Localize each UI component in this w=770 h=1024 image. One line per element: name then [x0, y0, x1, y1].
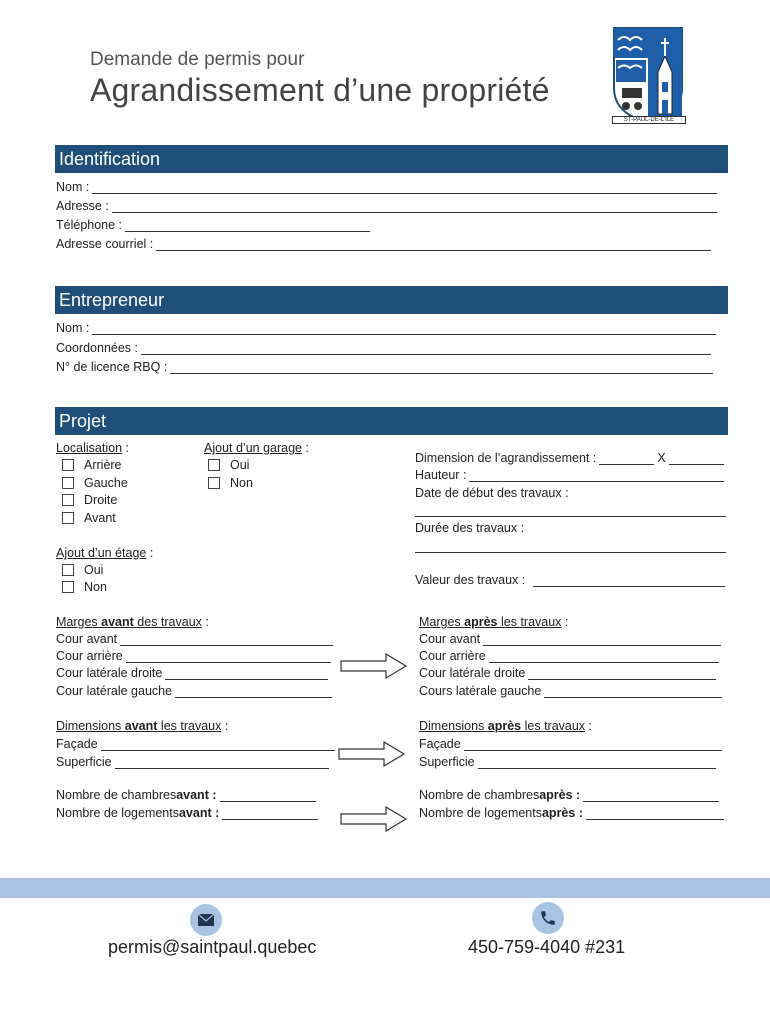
- dims-apres-heading: Dimensions après les travaux :: [419, 719, 593, 733]
- field-label: Superficie: [419, 755, 475, 769]
- marges-avant-bold: avant: [101, 615, 134, 629]
- marges-apres-heading: Marges après les travaux :: [419, 615, 569, 629]
- footer-band: [0, 878, 770, 898]
- field-label: Cours latérale gauche: [419, 684, 542, 698]
- field-label: Cour arrière: [56, 649, 123, 663]
- checkbox-box[interactable]: [62, 512, 74, 524]
- ent-nom-label: Nom :: [56, 321, 90, 335]
- checkbox-box[interactable]: [62, 581, 74, 593]
- arrow-right-icon: [340, 653, 408, 679]
- garage-non-label: Non: [230, 476, 253, 490]
- marges-avant-cour-arriere[interactable]: [56, 649, 331, 663]
- arrow-right-icon: [338, 741, 406, 767]
- dims-apres-superficie[interactable]: [419, 755, 716, 769]
- marges-apres-pre: Marges: [419, 615, 465, 629]
- field-label-bold: avant :: [178, 806, 220, 820]
- loc-arriere-checkbox[interactable]: [62, 458, 122, 472]
- id-adresse-label: Adresse :: [56, 199, 109, 213]
- dims-avant-heading: Dimensions avant les travaux :: [56, 719, 229, 733]
- checkbox-box[interactable]: [208, 477, 220, 489]
- dims-avant-post: les travaux: [157, 719, 222, 733]
- municipal-crest-logo: [610, 26, 686, 126]
- localisation-label: Localisation: [56, 441, 123, 455]
- date-debut-field[interactable]: [415, 486, 569, 500]
- duree-label: Durée des travaux :: [415, 521, 525, 535]
- duree-line[interactable]: [415, 552, 726, 553]
- date-debut-line[interactable]: [415, 516, 726, 517]
- field-label-bold: après :: [539, 788, 581, 802]
- form-title: Agrandissement d’une propriété: [90, 72, 550, 108]
- marges-apres-post: les travaux: [497, 615, 562, 629]
- field-label: Superficie: [56, 755, 112, 769]
- ent-rbq-field[interactable]: [56, 360, 713, 374]
- id-courriel-label: Adresse courriel :: [56, 237, 154, 251]
- field-label-bold: avant :: [176, 788, 217, 802]
- garage-heading: Ajout d’un garage :: [204, 441, 309, 455]
- etage-oui-label: Oui: [84, 563, 104, 577]
- ent-coordonnees-label: Coordonnées :: [56, 341, 139, 355]
- field-label: Nombre de logements: [419, 806, 542, 820]
- garage-label: Ajout d’un garage: [204, 441, 302, 455]
- form-pretitle: Demande de permis pour: [90, 49, 305, 70]
- garage-oui-checkbox[interactable]: [208, 458, 249, 472]
- checkbox-box[interactable]: [208, 459, 220, 471]
- id-adresse-field[interactable]: [56, 199, 717, 213]
- id-nom-field[interactable]: [56, 180, 717, 194]
- field-label: Façade: [419, 737, 461, 751]
- valeur-label: Valeur des travaux :: [415, 573, 526, 587]
- dims-apres-post: les travaux: [521, 719, 586, 733]
- marges-avant-heading: Marges avant des travaux :: [56, 615, 209, 629]
- checkbox-box[interactable]: [62, 494, 74, 506]
- dims-avant-superficie[interactable]: [56, 755, 329, 769]
- valeur-field[interactable]: [415, 573, 725, 587]
- garage-non-checkbox[interactable]: [208, 476, 253, 490]
- field-label: Nombre de chambres: [419, 788, 540, 802]
- loc-avant-label: Avant: [84, 511, 116, 525]
- hauteur-label: Hauteur :: [415, 468, 467, 482]
- loc-droite-checkbox[interactable]: [62, 493, 117, 507]
- ent-coordonnees-field[interactable]: [56, 341, 711, 355]
- marges-avant-post: des travaux: [133, 615, 202, 629]
- garage-oui-label: Oui: [230, 458, 250, 472]
- id-nom-label: Nom :: [56, 180, 90, 194]
- dims-apres-pre: Dimensions: [419, 719, 488, 733]
- field-label-bold: après :: [541, 806, 583, 820]
- marges-apres-cour-arriere[interactable]: [419, 649, 719, 663]
- field-label: Nombre de logements: [56, 806, 179, 820]
- crest-caption: ST-PAUL-DE-L'ILE: [612, 116, 686, 124]
- loc-gauche-checkbox[interactable]: [62, 476, 128, 490]
- etage-non-checkbox[interactable]: [62, 580, 107, 594]
- loc-arriere-label: Arrière: [84, 458, 122, 472]
- marges-apres-cour-gauche[interactable]: [419, 684, 722, 698]
- loc-gauche-label: Gauche: [84, 476, 128, 490]
- section-projet-header: Projet: [55, 407, 728, 435]
- logements-apres-field[interactable]: [419, 806, 724, 820]
- dims-avant-bold: avant: [124, 719, 158, 733]
- duree-field[interactable]: [415, 521, 524, 535]
- etage-oui-checkbox[interactable]: [62, 563, 103, 577]
- field-label: Nombre de chambres: [56, 788, 177, 802]
- dims-apres-facade[interactable]: [419, 737, 722, 751]
- date-debut-label: Date de début des travaux :: [415, 486, 569, 500]
- section-identification-header: Identification: [55, 145, 728, 173]
- dimension-label: Dimension de l’agrandissement :: [415, 451, 597, 465]
- ent-nom-field[interactable]: [56, 321, 716, 335]
- id-telephone-field[interactable]: [56, 218, 370, 232]
- envelope-icon: [190, 904, 222, 936]
- checkbox-box[interactable]: [62, 564, 74, 576]
- field-label: Cour latérale droite: [56, 666, 163, 680]
- contact-email[interactable]: permis@saintpaul.quebec: [108, 937, 317, 957]
- marges-apres-cour-avant[interactable]: [419, 632, 721, 646]
- hauteur-field[interactable]: [415, 468, 724, 482]
- field-label: Cour avant: [419, 632, 481, 646]
- loc-avant-checkbox[interactable]: [62, 511, 116, 525]
- etage-label: Ajout d’un étage: [56, 546, 147, 560]
- arrow-right-icon: [340, 806, 408, 832]
- marges-avant-cour-gauche[interactable]: [56, 684, 332, 698]
- field-label: Cour latérale gauche: [56, 684, 173, 698]
- field-label: Cour avant: [56, 632, 118, 646]
- chambres-apres-field[interactable]: [419, 788, 719, 802]
- field-label: Façade: [56, 737, 98, 751]
- dims-apres-bold: après: [487, 719, 522, 733]
- localisation-heading: Localisation :: [56, 441, 129, 455]
- marges-apres-bold: après: [464, 615, 498, 629]
- marges-apres-cour-droite[interactable]: [419, 666, 716, 680]
- dims-avant-pre: Dimensions: [56, 719, 125, 733]
- phone-icon: [532, 902, 564, 934]
- etage-non-label: Non: [84, 580, 107, 594]
- checkbox-box[interactable]: [62, 477, 74, 489]
- ent-rbq-label: N° de licence RBQ :: [56, 360, 168, 374]
- contact-phone[interactable]: 450-759-4040 #231: [468, 937, 626, 957]
- id-telephone-label: Téléphone :: [56, 218, 123, 232]
- chambres-avant-field[interactable]: [56, 788, 316, 802]
- dimension-field[interactable]: [415, 451, 724, 465]
- dimension-x-label: X: [657, 451, 666, 465]
- field-label: Cour latérale droite: [419, 666, 526, 680]
- marges-avant-pre: Marges: [56, 615, 102, 629]
- dims-avant-facade[interactable]: [56, 737, 335, 751]
- checkbox-box[interactable]: [62, 459, 74, 471]
- id-courriel-field[interactable]: [56, 237, 711, 251]
- section-entrepreneur-header: Entrepreneur: [55, 286, 728, 314]
- logements-avant-field[interactable]: [56, 806, 318, 820]
- loc-droite-label: Droite: [84, 493, 118, 507]
- etage-heading: Ajout d’un étage :: [56, 546, 154, 560]
- field-label: Cour arrière: [419, 649, 486, 663]
- marges-avant-cour-droite[interactable]: [56, 666, 328, 680]
- marges-avant-cour-avant[interactable]: [56, 632, 333, 646]
